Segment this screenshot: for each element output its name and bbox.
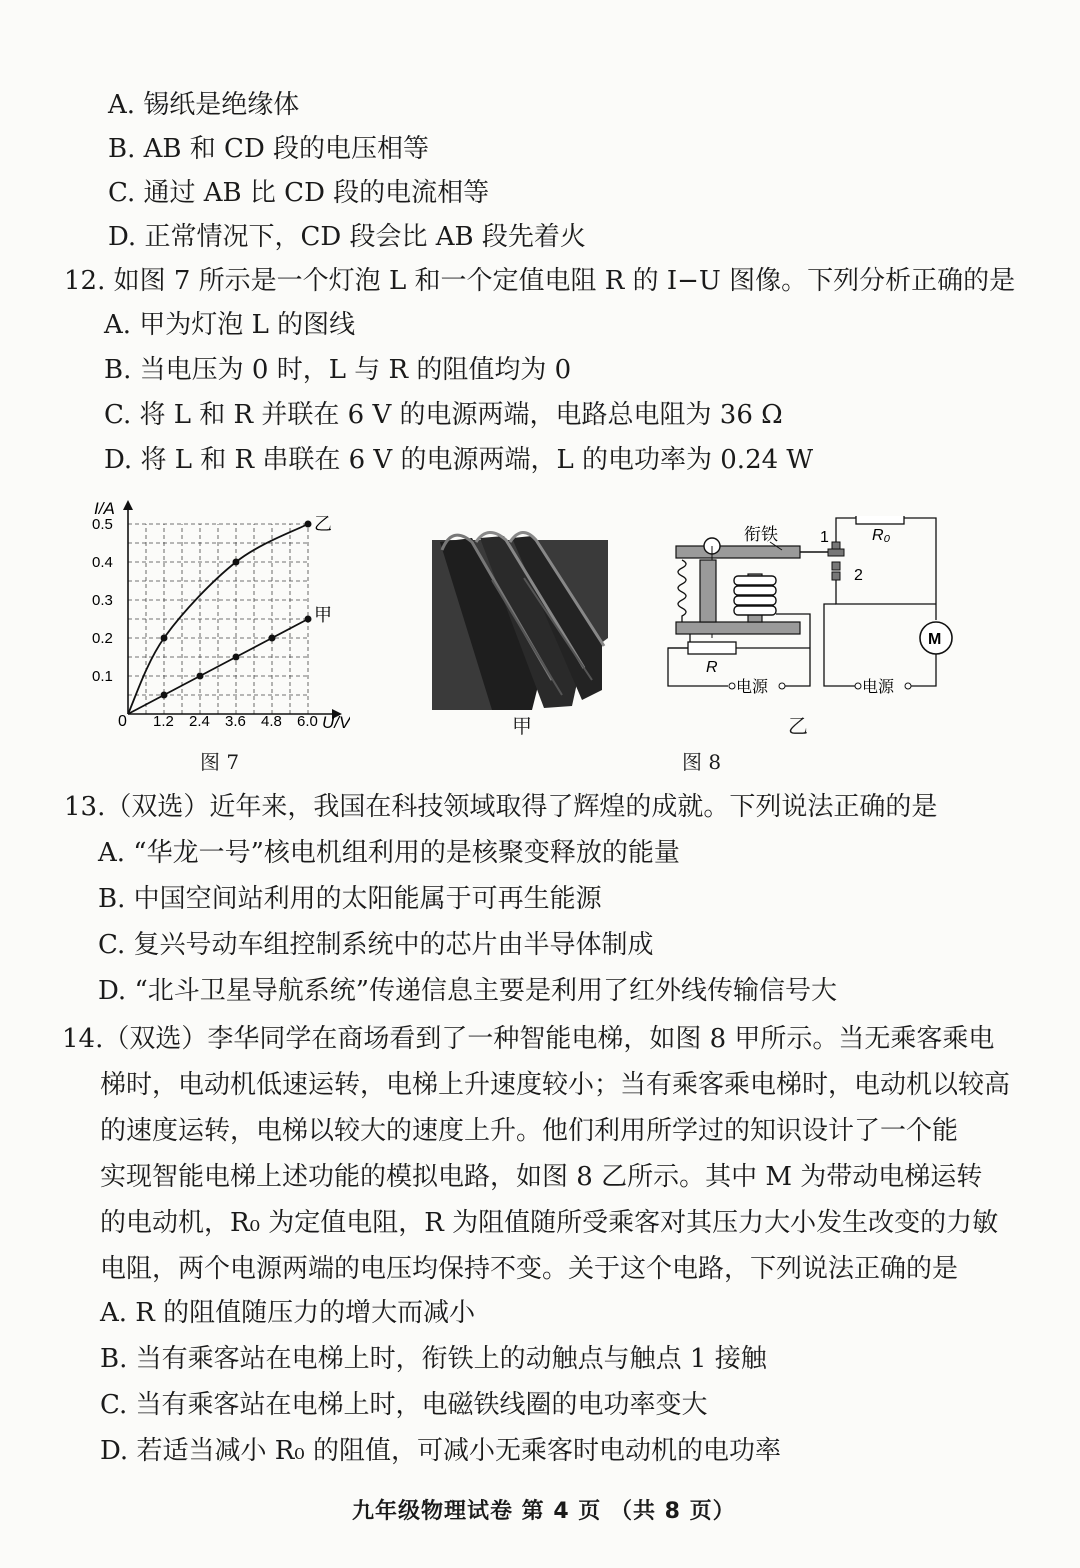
y-axis-label: I/A	[94, 499, 115, 518]
q13-option-a: A. “华龙一号”核电机组利用的是核聚变释放的能量	[98, 838, 680, 868]
relay-circuit-diagram	[660, 516, 960, 706]
spring	[678, 560, 686, 622]
q13-option-d: D. “北斗卫星导航系统”传递信息主要是利用了红外线传输信号大	[98, 976, 838, 1006]
armature-label: 衔铁	[744, 525, 778, 544]
power-source-1-label: 电源	[736, 679, 769, 696]
q11-option-a: A. 锡纸是绝缘体	[108, 90, 300, 120]
q12-option-b: B. 当电压为 0 时，L 与 R 的阻值均为 0	[104, 355, 572, 385]
r0-label: R₀	[872, 527, 891, 544]
q14-option-d: D. 若适当减小 R₀ 的阻值，可减小无乘客时电动机的电功率	[100, 1436, 781, 1466]
resistor-r	[688, 642, 736, 654]
q12-stem: 12. 如图 7 所示是一个灯泡 L 和一个定值电阻 R 的 I−U 图像。下列分析正确的是	[64, 266, 1016, 296]
q12-option-d: D. 将 L 和 R 串联在 6 V 的电源两端，L 的电功率为 0.24 W	[104, 445, 814, 475]
data-point-jia	[269, 635, 276, 642]
figure-8-caption: 图 8	[682, 750, 722, 774]
y-tick-label: 0.3	[92, 592, 113, 609]
q12-option-a: A. 甲为灯泡 L 的图线	[104, 310, 356, 340]
q14-option-b: B. 当有乘客站在电梯上时，衔铁上的动触点与触点 1 接触	[100, 1344, 767, 1374]
q14-stem-line-2: 梯时，电动机低速运转，电梯上升速度较小；当有乘客乘电梯时，电动机以较高	[100, 1070, 1011, 1100]
series-label-jia: 甲	[314, 605, 332, 625]
x-axis-label: U/V	[322, 713, 350, 732]
chart-grid	[128, 524, 308, 714]
contact-2-label: 2	[854, 567, 863, 584]
data-point-yi	[161, 635, 168, 642]
data-point-yi	[305, 521, 312, 528]
contact-1-label: 1	[820, 529, 829, 546]
q14-stem-line-1: 14.（双选）李华同学在商场看到了一种智能电梯，如图 8 甲所示。当无乘客乘电	[62, 1024, 995, 1054]
q14-stem-line-3: 的速度运转，电梯以较大的速度上升。他们利用所学过的知识设计了一个能	[100, 1116, 959, 1146]
page-footer: 九年级物理试卷 第 4 页 （共 8 页）	[352, 1499, 736, 1524]
armature-bar	[676, 546, 800, 558]
y-tick-label: 0.4	[92, 554, 113, 571]
data-point-jia	[161, 692, 168, 699]
r-label: R	[706, 659, 718, 676]
q14-option-c: C. 当有乘客站在电梯上时，电磁铁线圈的电功率变大	[100, 1390, 708, 1420]
q12-option-c: C. 将 L 和 R 并联在 6 V 的电源两端，电路总电阻为 36 Ω	[104, 400, 783, 430]
q14-stem-line-6: 电阻，两个电源两端的电压均保持不变。关于这个电路，下列说法正确的是	[100, 1254, 959, 1284]
data-point-jia	[233, 654, 240, 661]
iron-frame	[676, 622, 800, 634]
data-point-jia	[305, 616, 312, 623]
q14-option-a: A. R 的阻值随压力的增大而减小	[100, 1298, 476, 1328]
series-label-yi: 乙	[314, 514, 332, 534]
y-tick-label: 0.1	[92, 668, 113, 685]
q11-option-b: B. AB 和 CD 段的电压相等	[108, 134, 430, 164]
y-axis-arrow	[123, 500, 133, 510]
resistor-r0	[856, 516, 904, 524]
q13-stem: 13.（双选）近年来，我国在科技领域取得了辉煌的成就。下列说法正确的是	[64, 792, 938, 822]
x-tick-label: 6.0	[297, 713, 318, 730]
figure-7-chart	[90, 492, 350, 742]
x-tick-label: 4.8	[261, 713, 282, 730]
q13-option-c: C. 复兴号动车组控制系统中的芯片由半导体制成	[98, 930, 654, 960]
power-source-2-label: 电源	[862, 679, 895, 696]
x-tick-label: 2.4	[189, 713, 210, 730]
data-point-yi	[233, 559, 240, 566]
origin-label: 0	[118, 713, 127, 730]
q14-stem-line-5: 的电动机，R₀ 为定值电阻，R 为阻值随所受乘客对其压力大小发生改变的力敏	[100, 1208, 999, 1238]
escalator-photo	[432, 520, 608, 710]
q13-option-b: B. 中国空间站利用的太阳能属于可再生能源	[98, 884, 602, 914]
q11-option-c: C. 通过 AB 比 CD 段的电流相等	[108, 178, 490, 208]
x-tick-label: 1.2	[153, 713, 174, 730]
q14-stem-line-4: 实现智能电梯上述功能的模拟电路，如图 8 乙所示。其中 M 为带动电梯运转	[100, 1162, 983, 1192]
figure-8-circuit-label: 乙	[788, 714, 808, 738]
figure-7-caption: 图 7	[200, 750, 240, 774]
q11-option-d: D. 正常情况下，CD 段会比 AB 段先着火	[108, 222, 586, 252]
electromagnet-coil	[734, 576, 776, 615]
figure-8-photo-label: 甲	[512, 714, 532, 738]
y-tick-label: 0.2	[92, 630, 113, 647]
motor-label: M	[928, 631, 942, 648]
x-tick-label: 3.6	[225, 713, 246, 730]
y-tick-label: 0.5	[92, 516, 113, 533]
data-point-jia	[197, 673, 204, 680]
